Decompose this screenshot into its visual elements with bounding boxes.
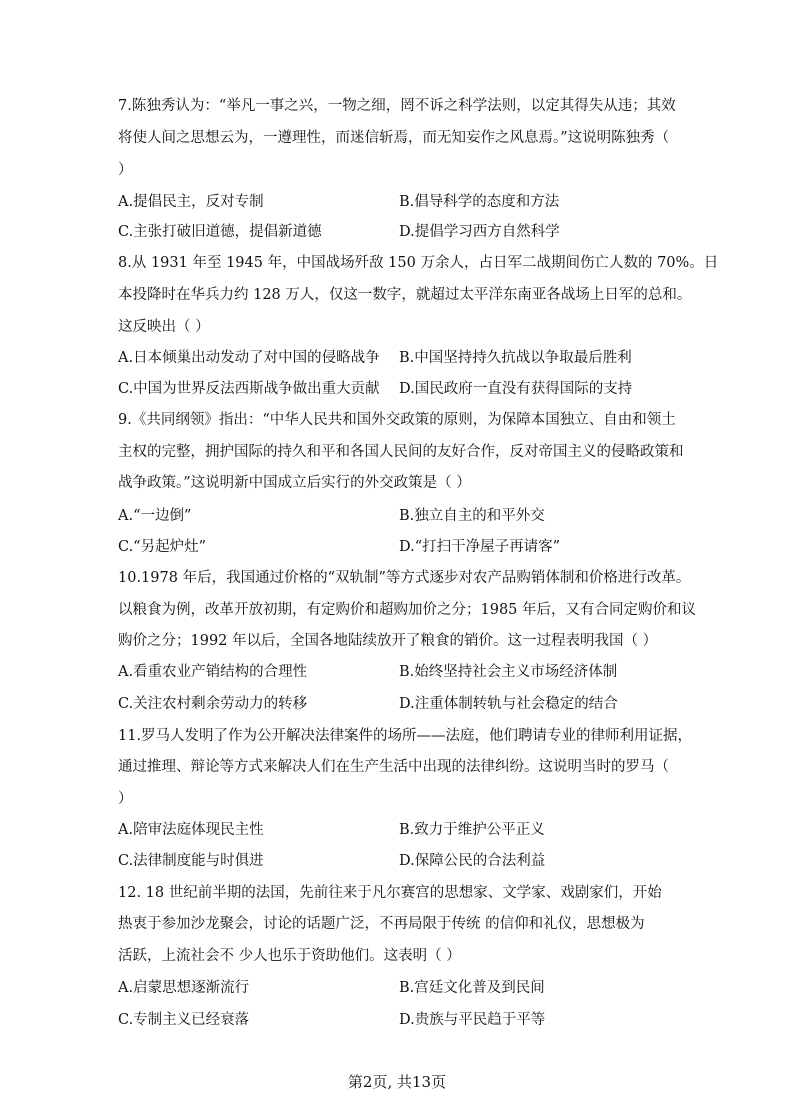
q8-option-a: A.日本倾巢出动发动了对中国的侵略战争 [118,350,380,366]
q9-option-b: B.独立自主的和平外交 [399,508,545,524]
q10-stem-line-3: 购价之分；1992 年以后，全国各地陆续放开了粮食的销价。这一过程表明我国（ ） [118,633,658,649]
q10-option-d: D.注重体制转轨与社会稳定的结合 [399,696,618,712]
q8-stem-line-1: 8.从 1931 年至 1945 年，中国战场歼敌 150 万余人，占日军二战期间伤亡人数的 70%。日 [118,255,719,271]
q11-option-c: C.法律制度能与时俱进 [118,853,264,869]
q11-option-b: B.致力于维护公平正义 [399,822,545,838]
q7-stem-line-1: 7.陈独秀认为：“举凡一事之兴，一物之细，罔不诉之科学法则，以定其得失从违；其效 [118,98,676,114]
q12-stem-line-3: 活跃，上流社会不 少人也乐于资助他们。这表明（ ） [118,948,461,964]
q9-option-a: A.“一边倒” [118,508,192,524]
q10-stem-line-2: 以粮食为例，改革开放初期，有定购价和超购加价之分；1985 年后，又有合同定购价和议 [118,602,697,618]
q7-option-a: A.提倡民主，反对专制 [118,194,264,210]
q9-option-c: C.“另起炉灶” [118,539,207,555]
q8-option-b: B.中国坚持持久抗战以争取最后胜利 [399,350,632,366]
page-number-footer: 第2页, 共13页 [347,1073,447,1091]
q10-stem-line-1: 10.1978 年后，我国通过价格的“双轨制”等方式逐步对农产品购销体制和价格进行改革。 [118,570,691,586]
q7-option-c: C.主张打破旧道德，提倡新道德 [118,224,322,240]
q9-stem-line-3: 战争政策。”这说明新中国成立后实行的外交政策是（ ） [118,475,471,491]
q10-option-c: C.关注农村剩余劳动力的转移 [118,696,308,712]
q12-option-a: A.启蒙思想逐渐流行 [118,980,250,996]
q10-option-a: A.看重农业产销结构的合理性 [118,664,308,680]
q11-stem-line-1: 11.罗马人发明了作为公开解决法律案件的场所——法庭，他们聘请专业的律师利用证据， [118,728,693,744]
q11-stem-line-2: 通过推理、辩论等方式来解决人们在生产生活中出现的法律纠纷。这说明当时的罗马（ [118,759,669,775]
q12-stem-line-2: 热衷于参加沙龙聚会，讨论的话题广泛，不再局限于传统 的信仰和礼仪，思想极为 [118,916,645,932]
q10-option-b: B.始终坚持社会主义市场经济体制 [399,664,618,680]
q7-stem-line-2: 将使人间之思想云为，一遵理性，而迷信斩焉，而无知妄作之风息焉。”这说明陈独秀（ [118,130,670,146]
q12-option-c: C.专制主义已经衰落 [118,1012,250,1028]
q8-option-d: D.国民政府一直没有获得国际的支持 [399,381,633,397]
q9-option-d: D.“打扫干净屋子再请客” [399,539,561,555]
q7-option-b: B.倡导科学的态度和方法 [399,194,560,210]
q12-option-b: B.宫廷文化普及到民间 [399,980,545,996]
q11-stem-line-3: ） [118,791,133,807]
q7-stem-line-3: ） [118,162,133,178]
q8-stem-line-2: 本投降时在华兵力约 128 万人，仅这一数字，就超过太平洋东南亚各战场上日军的总和。 [118,287,692,303]
q11-option-a: A.陪审法庭体现民主性 [118,822,264,838]
q9-stem-line-2: 主权的完整，拥护国际的持久和平和各国人民间的友好合作，反对帝国主义的侵略政策和 [118,444,684,460]
q8-stem-line-3: 这反映出（ ） [118,319,210,335]
q11-option-d: D.保障公民的合法利益 [399,853,546,869]
q7-option-d: D.提倡学习西方自然科学 [399,224,560,240]
q12-option-d: D.贵族与平民趋于平等 [399,1012,546,1028]
q8-option-c: C.中国为世界反法西斯战争做出重大贡献 [118,381,380,397]
q12-stem-line-1: 12. 18 世纪前半期的法国，先前往来于凡尔赛宫的思想家、文学家、戏剧家们，开始 [118,885,662,901]
q9-stem-line-1: 9.《共同纲领》指出：“中华人民共和国外交政策的原则，为保障本国独立、自由和领土 [118,412,676,428]
